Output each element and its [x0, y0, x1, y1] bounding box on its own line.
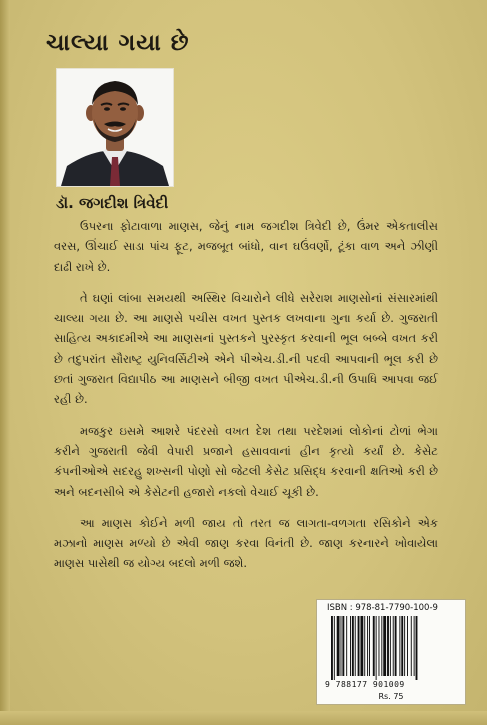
author-name: ડૉ. જગદીશ ત્રિવેદી [56, 194, 169, 212]
barcode-label [316, 599, 466, 705]
blurb-paragraph: તે ઘણાં લાંબા સમયથી અસ્થિર વિચારોને લીધે સરેરાશ માણસોનાં સંસારમાંથી ચાલ્યા ગયા છે. આ માણસે પચીસ વખત પુસ્તક લખવાના ગુના કર્યા છે. ગુજરાતી સાહિત્ય અકાદમીએ આ માણસનાં પુસ્તકને પુરસ્કૃત કરવાની ભૂલ બબ્બે વખત કરી છે તદુપરાંત સૌરાષ્ટ્ર યુનિવર્સિટીએ એને પીએચ.ડી.ની પદવી આપવાની ભૂલ કરી છે છતાં ગુજરાત વિદ્યાપીઠ આ માણસને બીજી વખત પીએચ.ડી.ની ઉપાધિ આપવા જઈ રહી છે. [54, 290, 438, 407]
author-portrait-image [57, 69, 173, 186]
author-photo [56, 68, 174, 187]
spine-edge [0, 0, 10, 725]
blurb-paragraph: ઉપરના ફોટાવાળા માણસ, જેનું નામ જગદીશ ત્રિવેદી છે, ઉંમર એકતાલીસ વરસ, ઊંચાઈ સાડા પાંચ ફૂટ, મજબૂત બાંધો, વાન ઘઉંવર્ણો, ટૂંકા વાળ અને ઝીણી દાઢી રાખે છે. [54, 219, 438, 274]
barcode-number: 9 788177 901009 [325, 680, 405, 689]
blurb-text [54, 216, 438, 585]
blurb-paragraph: આ માણસ કોઈને મળી જાય તો તરત જ લાગતા-વળગતા રસિકોને એક મઝાનો માણસ મળ્યો છે એવી જાણ કરવા વિનંતી છે. જાણ કરનારને ખોવાયેલા માણસ પાસેથી જ યોગ્ય બદલો મળી જશે. [54, 515, 438, 571]
isbn-text: ISBN : 978-81-7790-100-9 [327, 603, 438, 613]
bottom-edge [0, 711, 487, 725]
blurb-paragraph: મજકુર ઇસમે આશરે પંદરસો વખત દેશ તથા પરદેશમાં લોકોનાં ટોળાં ભેગા કરીને ગુજરાતી જેવી વેપારી પ્રજાને હસાવવાનાં હીન કૃત્યો કર્યાં છે. કેસેટ કંપનીઓએ સદરહુ શખ્સની પોણો સો જેટલી કેસેટ પ્રસિદ્ધ કરવાની ક્ષતિઓ કરી છે અને બદનસીબે એ કેસેટની હજારો નકલો વેચાઈ ચૂકી છે. [54, 423, 438, 499]
barcode-icon [329, 616, 453, 680]
book-title: ચાલ્યા ગયા છે [46, 30, 190, 56]
price-text: Rs. 75 [378, 692, 404, 701]
